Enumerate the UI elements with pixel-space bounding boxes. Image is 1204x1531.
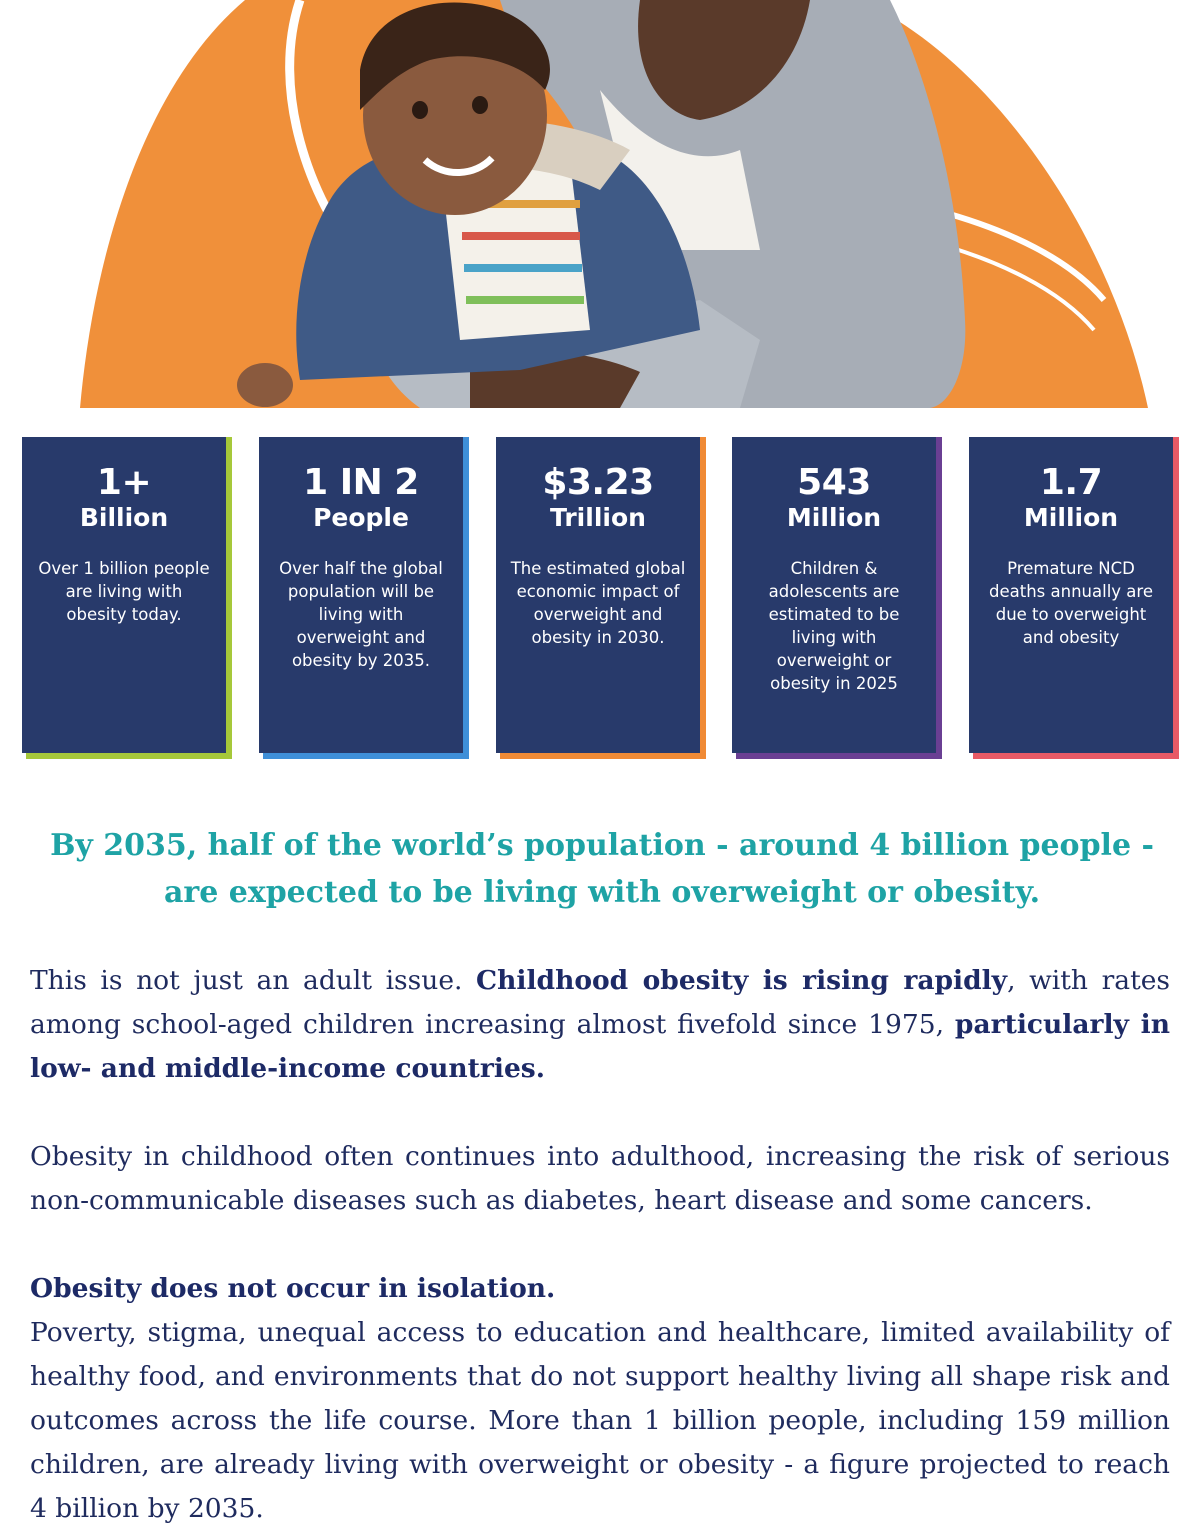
stat-cards: [22, 437, 1182, 762]
card-accent: [500, 753, 706, 759]
paragraph-text: Poverty, stigma, unequal access to education and healthcare, limited availability of healthy food, and environments that do not support healthy living all shape risk and outcomes across the life course. More than 1 billion people, including 159 million children, are already living with overweight or obesity - a figure projected to reach 4 billion by 2035.: [30, 1317, 1170, 1524]
paragraph-emphasis: Childhood obesity is rising rapidly: [476, 965, 1008, 996]
headline-line-2: are expected to be living with overweight or obesity.: [163, 875, 1041, 910]
stat-card-1: [22, 437, 226, 753]
paragraph-text: , with rates among school-aged children increasing almost fivefold since 1975,: [30, 965, 1170, 1040]
stat-value: 1.7: [1039, 462, 1103, 503]
card-accent: [463, 437, 469, 759]
card-accent: [226, 437, 232, 759]
card-accent: [700, 437, 706, 759]
stat-value: 543: [797, 462, 871, 503]
stat-card-5: [969, 437, 1173, 753]
stat-description: The estimated global economic impact of overweight and obesity in 2030.: [510, 559, 686, 647]
stat-value: 1+: [96, 462, 152, 503]
stat-description: Children & adolescents are estimated to be living with overweight or obesity in 2025: [768, 559, 900, 693]
stat-value: $3.23: [542, 462, 654, 503]
stat-unit: Million: [786, 503, 882, 532]
card-accent: [736, 753, 942, 759]
stat-unit: Million: [1023, 503, 1119, 532]
card-accent: [1173, 437, 1179, 759]
stat-unit: Billion: [79, 503, 169, 532]
stat-unit: Trillion: [550, 503, 646, 532]
hero-photo: [0, 0, 1204, 420]
paragraph-text: This is not just an adult issue.: [30, 965, 477, 996]
headline: [40, 822, 1164, 916]
stat-description: Over half the global population will be living with overweight and obesity by 2035.: [279, 559, 443, 670]
paragraph-childhood-obesity: [30, 959, 1170, 1091]
stat-card-2: [259, 437, 463, 753]
card-accent: [26, 753, 232, 759]
card-accent: [936, 437, 942, 759]
stat-value: 1 IN 2: [303, 462, 419, 503]
paragraph-emphasis: particularly in low- and middle-income countries.: [30, 1009, 1170, 1084]
paragraph-heading: Obesity does not occur in isolation.: [30, 1273, 556, 1304]
paragraph-text: Obesity in childhood often continues into adulthood, increasing the risk of serious non-communicable diseases such as diabetes, heart disease and some cancers.: [30, 1141, 1170, 1216]
paragraph-isolation: [30, 1267, 1170, 1531]
stat-description: Premature NCD deaths annually are due to overweight and obesity: [989, 559, 1153, 647]
stat-card-3: [496, 437, 700, 753]
paragraph-adulthood-risk: [30, 1135, 1170, 1223]
card-accent: [263, 753, 469, 759]
card-accent: [973, 753, 1179, 759]
headline-line-1: By 2035, half of the world’s population - around 4 billion people -: [50, 828, 1154, 863]
hero-image: [0, 0, 1204, 420]
stat-unit: People: [313, 503, 409, 532]
stat-card-4: [732, 437, 936, 753]
stat-description: Over 1 billion people are living with obesity today.: [38, 559, 210, 624]
